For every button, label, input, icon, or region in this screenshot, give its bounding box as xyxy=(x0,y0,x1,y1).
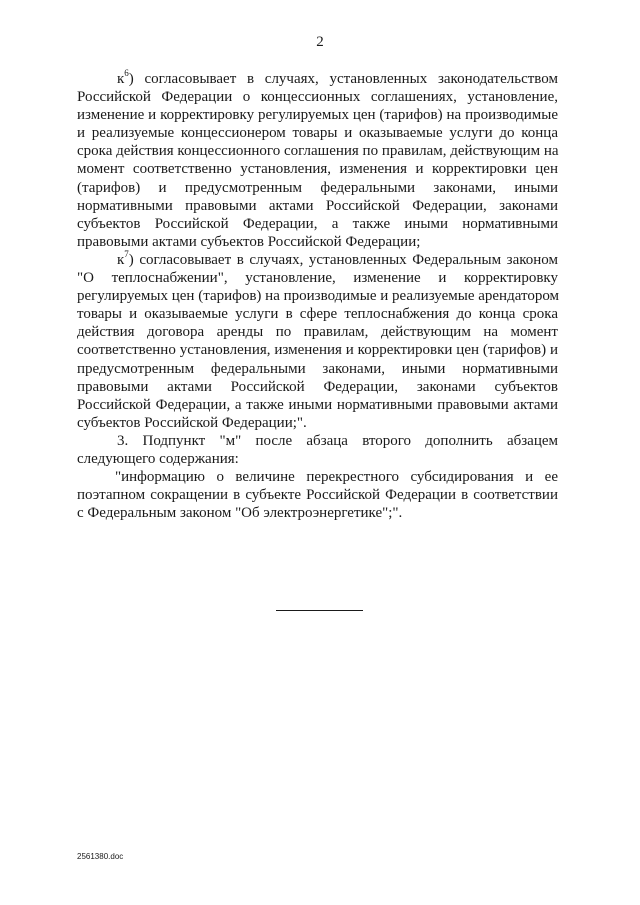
paragraph-k7-line: правовыми актами Российской Федерации, законами субъектов xyxy=(77,378,558,395)
paragraph-k6-line: срока действия концессионного соглашения по правилам, действующим на xyxy=(77,143,559,160)
paragraph-k6-line: изменение и корректировку регулируемых цен (тарифов) на производимые xyxy=(77,107,558,124)
paragraph-k6-line: (тарифов) и предусмотренным федеральными законами, иными xyxy=(77,179,558,196)
item-3-line: 3. Подпункт "м" после абзаца второго дополнить абзацем xyxy=(117,432,558,449)
paragraph-k7-line: действия договора аренды по правилам, действующим на момент xyxy=(77,324,558,341)
quote-line: с Федеральным законом "Об электроэнергетике";". xyxy=(77,505,403,522)
paragraph-k6-line: правовыми актами субъектов Российской Федерации; xyxy=(77,233,421,250)
paragraph-k6-line-1: $к^6$) согласовывает в случаях, установленных законодательством xyxy=(117,68,558,87)
paragraph-k7-line: соответственно установления, изменения и корректировки цен (тарифов) и xyxy=(77,342,558,359)
page-number: 2 xyxy=(316,34,324,50)
end-rule-divider xyxy=(276,610,363,611)
paragraph-k6-line: и реализуемые концессионером товары и оказываемые услуги до конца xyxy=(77,125,558,142)
paragraph-k7-line-1: $к^7$) согласовывает в случаях, установленных Федеральным законом xyxy=(117,248,558,268)
paragraph-k7-line: товары и оказываемые услуги в сфере теплоснабжения до конца срока xyxy=(77,306,558,323)
paragraph-k6-line: момент соответственно установления, изменения и корректировки цен xyxy=(77,161,558,178)
paragraph-k7-line: Российской Федерации, а также иными нормативными правовыми актами xyxy=(77,396,558,413)
paragraph-k6-line: нормативными правовыми актами Российской Федерации, законами xyxy=(77,197,558,214)
paragraph-k7-line: "О теплоснабжении", установление, изменение и корректировку xyxy=(77,270,558,287)
paragraph-k7-line: предусмотренным федеральными законами, иными нормативными xyxy=(77,360,558,377)
paragraph-k6-line: субъектов Российской Федерации, а также иными нормативными xyxy=(77,215,558,232)
paragraph-k7-line: субъектов Российской Федерации;". xyxy=(77,414,307,431)
document-id-footer: 2561380.doc xyxy=(77,852,124,861)
paragraph-k7-line: регулируемых цен (тарифов) на производимые и реализуемые арендатором xyxy=(77,288,560,305)
quote-line: "информацию о величине перекрестного субсидирования и ее xyxy=(115,469,558,486)
document-body xyxy=(77,70,558,522)
item-3-line: следующего содержания: xyxy=(77,450,239,467)
paragraph-k6-line: Российской Федерации о концессионных соглашениях, установление, xyxy=(77,89,558,106)
quote-line: поэтапном сокращении в субъекте Российской Федерации в соответствии xyxy=(77,487,558,504)
